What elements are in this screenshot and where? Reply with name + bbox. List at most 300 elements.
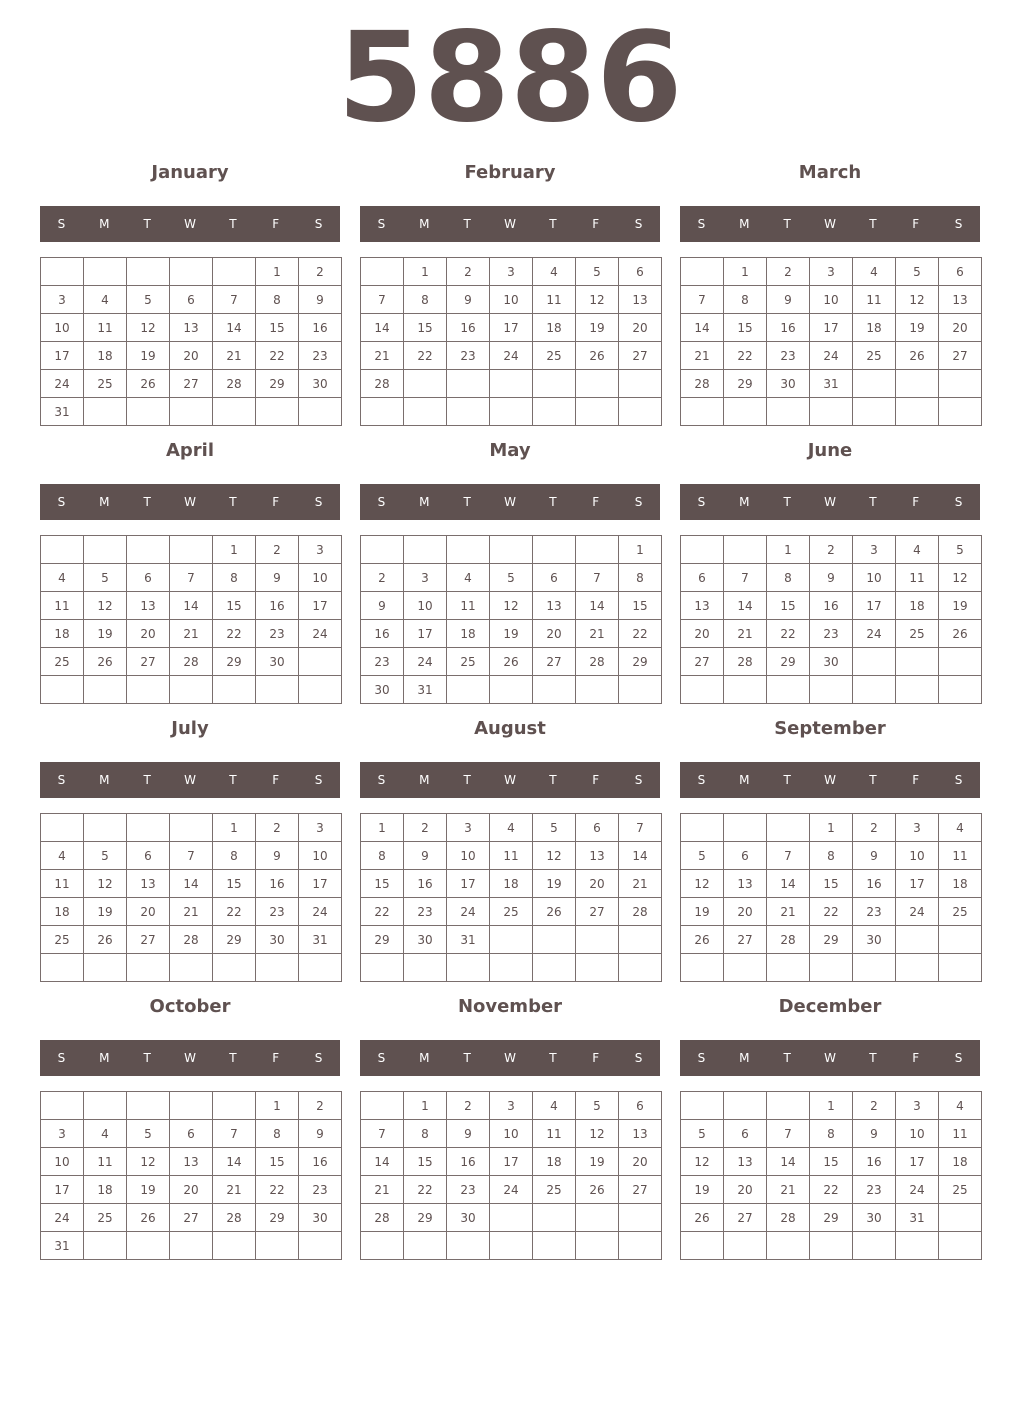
day-cell: 1	[256, 258, 299, 286]
weekday-label: W	[184, 1051, 196, 1065]
day-cell: 6	[170, 1120, 213, 1148]
day-cell: 9	[853, 842, 896, 870]
day-cell: 3	[896, 814, 939, 842]
day-cell: 21	[361, 1176, 404, 1204]
day-cell: 22	[810, 898, 853, 926]
day-cell: 10	[41, 1148, 84, 1176]
day-cell	[84, 536, 127, 564]
day-cell: 14	[767, 1148, 810, 1176]
weekday-label: T	[783, 495, 791, 509]
day-grid	[360, 1091, 662, 1260]
day-cell: 13	[939, 286, 982, 314]
day-cell: 8	[213, 564, 256, 592]
day-cell: 26	[576, 342, 619, 370]
day-cell: 14	[767, 870, 810, 898]
weekday-label: S	[57, 495, 66, 509]
weekday-label: F	[912, 1051, 920, 1065]
day-grid	[40, 257, 342, 426]
day-cell: 1	[361, 814, 404, 842]
day-cell	[490, 370, 533, 398]
day-cell: 15	[213, 592, 256, 620]
day-cell: 13	[681, 592, 724, 620]
day-cell: 3	[299, 814, 342, 842]
week-row	[681, 620, 982, 648]
day-cell	[853, 954, 896, 982]
day-cell: 2	[404, 814, 447, 842]
day-cell: 19	[896, 314, 939, 342]
day-cell: 15	[767, 592, 810, 620]
day-cell: 31	[810, 370, 853, 398]
day-cell: 12	[127, 314, 170, 342]
day-cell	[681, 954, 724, 982]
day-cell: 16	[361, 620, 404, 648]
week-row	[41, 898, 342, 926]
day-cell	[681, 258, 724, 286]
day-cell: 30	[299, 370, 342, 398]
day-cell: 12	[576, 1120, 619, 1148]
weekday-label: W	[504, 217, 516, 231]
week-row	[41, 536, 342, 564]
day-cell: 23	[299, 1176, 342, 1204]
day-cell: 26	[681, 1204, 724, 1232]
weekday-label: T	[229, 1051, 237, 1065]
day-cell	[41, 676, 84, 704]
day-cell: 10	[299, 564, 342, 592]
week-row	[681, 842, 982, 870]
day-cell: 26	[681, 926, 724, 954]
day-cell: 13	[619, 1120, 662, 1148]
weekday-label: T	[549, 1051, 557, 1065]
day-cell	[404, 536, 447, 564]
day-cell: 20	[170, 1176, 213, 1204]
weekday-label: M	[419, 495, 430, 509]
day-cell: 26	[490, 648, 533, 676]
day-cell: 19	[84, 898, 127, 926]
day-cell: 17	[299, 870, 342, 898]
day-cell	[490, 1232, 533, 1260]
week-row	[361, 286, 662, 314]
day-cell: 21	[170, 898, 213, 926]
day-cell: 21	[576, 620, 619, 648]
day-cell	[299, 398, 342, 426]
day-cell	[939, 398, 982, 426]
day-cell: 17	[896, 870, 939, 898]
week-row	[681, 370, 982, 398]
week-row	[681, 536, 982, 564]
day-cell: 1	[256, 1092, 299, 1120]
weekday-header	[680, 484, 980, 520]
week-row	[681, 564, 982, 592]
day-cell: 22	[724, 342, 767, 370]
day-cell	[767, 676, 810, 704]
day-cell	[939, 648, 982, 676]
weekday-label: T	[463, 495, 471, 509]
day-cell	[299, 954, 342, 982]
day-cell: 11	[939, 842, 982, 870]
day-cell: 20	[127, 620, 170, 648]
day-cell: 29	[256, 370, 299, 398]
day-cell	[299, 648, 342, 676]
weekday-label: W	[184, 495, 196, 509]
day-cell	[939, 676, 982, 704]
day-cell: 25	[41, 926, 84, 954]
day-cell: 4	[84, 286, 127, 314]
day-cell: 21	[767, 1176, 810, 1204]
day-cell: 5	[681, 1120, 724, 1148]
day-cell: 17	[490, 1148, 533, 1176]
weekday-label: W	[504, 773, 516, 787]
day-cell	[576, 370, 619, 398]
day-cell: 13	[576, 842, 619, 870]
week-row	[361, 1120, 662, 1148]
weekday-label: F	[592, 1051, 600, 1065]
day-cell: 7	[576, 564, 619, 592]
day-cell: 11	[84, 1148, 127, 1176]
day-cell: 28	[213, 1204, 256, 1232]
day-cell: 2	[767, 258, 810, 286]
day-cell: 24	[41, 370, 84, 398]
day-cell	[533, 1204, 576, 1232]
day-cell: 13	[724, 1148, 767, 1176]
day-cell: 9	[256, 564, 299, 592]
day-cell: 9	[447, 286, 490, 314]
day-cell	[447, 954, 490, 982]
weekday-label: T	[463, 217, 471, 231]
day-grid	[360, 813, 662, 982]
weekday-label: S	[697, 217, 706, 231]
day-cell: 6	[533, 564, 576, 592]
day-cell: 27	[681, 648, 724, 676]
day-cell: 1	[724, 258, 767, 286]
weekday-label: F	[272, 217, 280, 231]
day-cell: 13	[533, 592, 576, 620]
day-cell: 14	[213, 314, 256, 342]
day-cell: 25	[84, 1204, 127, 1232]
day-cell: 30	[404, 926, 447, 954]
weekday-label: S	[314, 773, 323, 787]
day-cell: 10	[490, 1120, 533, 1148]
week-row	[361, 1092, 662, 1120]
weekday-label: M	[739, 495, 750, 509]
day-cell: 11	[490, 842, 533, 870]
day-cell	[939, 1204, 982, 1232]
day-cell: 20	[576, 870, 619, 898]
day-cell	[681, 1232, 724, 1260]
day-cell: 9	[853, 1120, 896, 1148]
day-cell: 4	[533, 1092, 576, 1120]
month-name: October	[149, 996, 231, 1017]
day-cell: 21	[681, 342, 724, 370]
day-cell: 21	[213, 1176, 256, 1204]
day-cell	[84, 258, 127, 286]
day-cell: 15	[361, 870, 404, 898]
day-cell	[299, 1232, 342, 1260]
day-cell: 5	[681, 842, 724, 870]
day-cell	[170, 954, 213, 982]
day-cell	[361, 1092, 404, 1120]
day-cell: 16	[767, 314, 810, 342]
day-cell	[724, 814, 767, 842]
day-cell	[896, 398, 939, 426]
day-cell: 16	[299, 314, 342, 342]
day-cell: 31	[299, 926, 342, 954]
day-cell: 7	[170, 842, 213, 870]
day-cell: 19	[576, 1148, 619, 1176]
weekday-label: S	[954, 1051, 963, 1065]
day-cell	[256, 954, 299, 982]
day-cell	[767, 1092, 810, 1120]
weekday-label: T	[783, 773, 791, 787]
day-cell	[939, 954, 982, 982]
day-cell: 9	[767, 286, 810, 314]
day-cell	[361, 536, 404, 564]
day-cell: 18	[939, 870, 982, 898]
day-cell	[681, 398, 724, 426]
day-cell: 23	[853, 1176, 896, 1204]
weekday-label: F	[592, 495, 600, 509]
day-cell	[213, 676, 256, 704]
week-row	[361, 842, 662, 870]
day-cell	[533, 1232, 576, 1260]
day-cell: 14	[170, 870, 213, 898]
day-cell: 7	[724, 564, 767, 592]
day-cell	[767, 954, 810, 982]
day-cell: 1	[404, 1092, 447, 1120]
day-cell	[533, 926, 576, 954]
day-cell: 29	[767, 648, 810, 676]
day-cell: 28	[576, 648, 619, 676]
week-row	[41, 954, 342, 982]
day-cell: 22	[767, 620, 810, 648]
day-cell: 18	[939, 1148, 982, 1176]
day-cell: 19	[939, 592, 982, 620]
day-cell: 30	[767, 370, 810, 398]
weekday-label: S	[57, 773, 66, 787]
day-cell: 30	[447, 1204, 490, 1232]
day-cell: 5	[490, 564, 533, 592]
weekday-label: T	[549, 495, 557, 509]
day-cell: 14	[681, 314, 724, 342]
day-cell: 24	[299, 898, 342, 926]
day-cell: 1	[810, 814, 853, 842]
day-cell: 6	[619, 1092, 662, 1120]
day-cell: 12	[681, 1148, 724, 1176]
day-cell	[256, 676, 299, 704]
weekday-label: S	[314, 495, 323, 509]
week-row	[361, 1204, 662, 1232]
day-cell: 27	[170, 370, 213, 398]
weekday-label: T	[143, 217, 151, 231]
week-row	[361, 370, 662, 398]
week-row	[41, 620, 342, 648]
day-cell	[213, 1092, 256, 1120]
day-cell: 7	[361, 1120, 404, 1148]
weekday-header	[40, 1040, 340, 1076]
day-cell	[619, 1232, 662, 1260]
day-cell: 21	[767, 898, 810, 926]
day-cell: 17	[41, 342, 84, 370]
day-cell: 3	[490, 1092, 533, 1120]
day-cell	[213, 398, 256, 426]
weekday-label: T	[869, 773, 877, 787]
weekday-label: T	[463, 1051, 471, 1065]
week-row	[681, 398, 982, 426]
week-row	[361, 1232, 662, 1260]
day-cell: 19	[490, 620, 533, 648]
day-cell	[724, 1092, 767, 1120]
day-cell: 12	[681, 870, 724, 898]
day-cell: 21	[724, 620, 767, 648]
day-cell: 6	[724, 842, 767, 870]
weekday-label: W	[824, 495, 836, 509]
week-row	[41, 286, 342, 314]
day-cell	[404, 954, 447, 982]
weekday-label: M	[739, 773, 750, 787]
day-cell: 3	[447, 814, 490, 842]
day-cell: 5	[533, 814, 576, 842]
day-cell: 10	[853, 564, 896, 592]
day-cell: 2	[853, 814, 896, 842]
day-cell: 24	[447, 898, 490, 926]
day-cell: 7	[681, 286, 724, 314]
month-name: December	[778, 996, 882, 1017]
day-cell: 26	[84, 926, 127, 954]
day-cell: 20	[939, 314, 982, 342]
day-cell: 25	[447, 648, 490, 676]
day-grid	[680, 535, 982, 704]
day-cell: 18	[853, 314, 896, 342]
month-name: January	[151, 162, 229, 183]
day-cell: 18	[447, 620, 490, 648]
day-cell: 24	[404, 648, 447, 676]
weekday-label: T	[229, 495, 237, 509]
day-cell: 8	[213, 842, 256, 870]
day-grid	[40, 1091, 342, 1260]
day-cell: 4	[939, 1092, 982, 1120]
week-row	[361, 954, 662, 982]
day-cell: 2	[853, 1092, 896, 1120]
day-cell	[490, 1204, 533, 1232]
day-cell: 26	[533, 898, 576, 926]
week-row	[41, 258, 342, 286]
day-cell: 19	[533, 870, 576, 898]
day-cell: 11	[84, 314, 127, 342]
day-cell: 12	[84, 870, 127, 898]
day-cell: 15	[619, 592, 662, 620]
day-cell: 23	[361, 648, 404, 676]
day-grid	[680, 1091, 982, 1260]
day-cell: 19	[576, 314, 619, 342]
week-row	[681, 1120, 982, 1148]
day-cell	[170, 814, 213, 842]
weekday-label: W	[184, 217, 196, 231]
weekday-label: T	[463, 773, 471, 787]
day-cell: 8	[810, 1120, 853, 1148]
weekday-label: F	[272, 1051, 280, 1065]
week-row	[361, 676, 662, 704]
day-cell: 23	[447, 342, 490, 370]
day-cell: 23	[256, 898, 299, 926]
day-cell: 2	[299, 258, 342, 286]
day-cell: 26	[84, 648, 127, 676]
weekday-label: F	[592, 217, 600, 231]
day-cell: 23	[810, 620, 853, 648]
day-cell	[361, 1232, 404, 1260]
day-cell: 29	[404, 1204, 447, 1232]
weekday-label: T	[143, 773, 151, 787]
day-cell: 3	[299, 536, 342, 564]
weekday-label: F	[272, 773, 280, 787]
day-grid	[680, 813, 982, 982]
weekday-label: T	[869, 217, 877, 231]
day-cell	[447, 370, 490, 398]
day-grid	[40, 813, 342, 982]
day-cell: 13	[127, 870, 170, 898]
day-cell: 16	[447, 1148, 490, 1176]
day-cell	[576, 1204, 619, 1232]
weekday-label: T	[229, 773, 237, 787]
week-row	[41, 564, 342, 592]
day-cell: 3	[404, 564, 447, 592]
weekday-label: T	[869, 1051, 877, 1065]
week-row	[681, 648, 982, 676]
day-cell: 15	[213, 870, 256, 898]
weekday-header	[360, 484, 660, 520]
day-cell: 27	[724, 1204, 767, 1232]
week-row	[41, 870, 342, 898]
weekday-label: S	[697, 1051, 706, 1065]
week-row	[41, 1148, 342, 1176]
day-cell	[170, 398, 213, 426]
day-cell	[170, 258, 213, 286]
day-cell: 5	[896, 258, 939, 286]
week-row	[681, 592, 982, 620]
day-grid	[680, 257, 982, 426]
day-cell: 17	[810, 314, 853, 342]
week-row	[41, 1120, 342, 1148]
day-cell: 7	[213, 1120, 256, 1148]
day-cell	[127, 258, 170, 286]
day-cell: 22	[213, 620, 256, 648]
day-cell: 20	[724, 1176, 767, 1204]
day-cell: 2	[447, 1092, 490, 1120]
day-cell	[853, 676, 896, 704]
day-cell: 28	[170, 926, 213, 954]
day-cell: 9	[447, 1120, 490, 1148]
day-cell: 2	[810, 536, 853, 564]
day-cell: 19	[127, 1176, 170, 1204]
day-cell: 15	[256, 314, 299, 342]
day-cell: 28	[361, 1204, 404, 1232]
week-row	[41, 1092, 342, 1120]
day-cell: 16	[447, 314, 490, 342]
day-cell: 19	[681, 1176, 724, 1204]
day-cell	[939, 370, 982, 398]
day-cell	[533, 954, 576, 982]
week-row	[41, 1176, 342, 1204]
day-cell	[810, 1232, 853, 1260]
week-row	[41, 1204, 342, 1232]
day-grid	[360, 257, 662, 426]
day-cell: 23	[767, 342, 810, 370]
day-cell: 24	[896, 1176, 939, 1204]
weekday-label: S	[377, 495, 386, 509]
day-cell: 11	[533, 1120, 576, 1148]
day-cell: 29	[619, 648, 662, 676]
week-row	[681, 870, 982, 898]
weekday-label: W	[504, 495, 516, 509]
weekday-label: M	[99, 217, 110, 231]
